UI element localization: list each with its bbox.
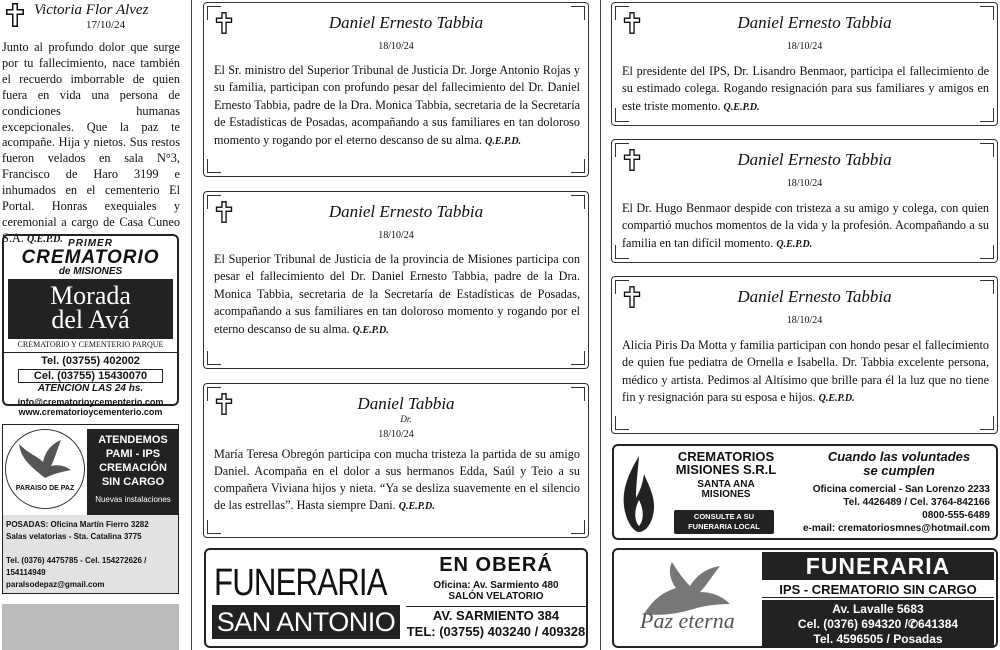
ad-contact: [762, 600, 994, 646]
ad-salon: SALÓN VELATORIO: [448, 591, 544, 602]
notice-text: Junto al profundo dolor que surge por tu fallecimiento, nace también el recuerdo imborrable de quien fuera en vida una persona de condiciones humanas excepcionales. Que la paz te acompañe. Hija y nietos. Sus restos fueron velados en sala N°3, Francisco de Haro 3199 e inhumados en el cementerio El Portal. Honras exequiales y ceremonial a cargo de Casa Cuneo S.A.: [2, 40, 180, 245]
ad-phone: Tel. (03755) 402002: [4, 352, 177, 367]
placeholder-box: [2, 604, 179, 650]
dove-icon: [15, 438, 75, 482]
qepd: Q.E.P.D.: [398, 501, 435, 513]
ad-email: paralsodepaz@gmail.com: [6, 580, 105, 589]
notice-body: [214, 446, 580, 515]
notice-body: [622, 200, 989, 253]
logo: [5, 429, 85, 509]
ad-office: Oficina comercial - San Lorenzo 2233: [812, 484, 990, 495]
deceased-name: Victoria Flor Alvez: [34, 2, 149, 18]
ad-hours: ATENCIÓN LAS 24 hs.: [37, 383, 144, 394]
consult-badge: CONSULTE A SU FUNERARIA LOCAL: [674, 510, 774, 534]
ad-title-line: CREMATORIOS: [677, 449, 775, 464]
notice-header: [0, 0, 182, 36]
ad-phone: Tel. 4596505 / Posadas: [813, 632, 943, 646]
notice-card: [203, 383, 589, 538]
column-divider: [600, 0, 601, 650]
notice-date: 18/10/24: [786, 41, 823, 52]
ad-contact: [3, 515, 178, 593]
notice-body: [622, 337, 989, 408]
deceased-name: Daniel Tabbia: [357, 394, 455, 413]
notice-date: 18/10/24: [378, 230, 414, 241]
notice-body: [214, 62, 580, 150]
cross-icon: [214, 11, 234, 35]
ad-brand-line: del Avá: [51, 305, 130, 334]
notice-card: [611, 2, 998, 126]
deceased-name: Daniel Ernesto Tabbia: [737, 150, 892, 169]
qepd: Q.E.P.D.: [818, 393, 855, 405]
ad-brand-line: Morada: [50, 281, 131, 310]
notice-date: 18/10/24: [786, 315, 823, 326]
ad-line: SIN CARGO: [101, 476, 165, 488]
deceased-name: Daniel Ernesto Tabbia: [328, 202, 484, 221]
notice-text: El Sr. ministro del Superior Tribunal de Justicia Dr. Jorge Antonio Rojas y su familia, participan con profundo pesar del fallecimiento del Dr. Daniel Ernesto Tabbia, padre de la Dra. Monica Tabbia, secretaria de la Secretaría de Estadísticas de Posadas, acompañando a sus familiares en tan doloroso momento y rogando por el eterno descanso de su alma.: [214, 63, 580, 147]
cross-icon: [214, 200, 234, 224]
qepd: Q.E.P.D.: [776, 238, 813, 250]
ad-title: FUNERARIA: [214, 562, 387, 604]
notice-text: María Teresa Obregón participa con mucha tristeza la partida de su amigo Daniel. Acompaña en el dolor a sus hermanos Edda, Saúl y Teio a su compañera Viviana hijos y nieta. “Ya se desliza suavemente en el silencio de las estrellas”. Hasta siempre Dani.: [214, 447, 580, 513]
ad-office: Oficina: Av. Sarmiento 480: [433, 580, 559, 591]
ad-brand: SAN ANTONIO: [212, 605, 400, 639]
ad-address: Salas velatorias - Sta. Catalina 3775: [6, 532, 142, 541]
ad-brand-block: [8, 279, 173, 339]
ad-phone: Cel. (0376) 694320 /✆641384: [797, 617, 959, 631]
cross-icon: [622, 285, 642, 309]
notice-card: [611, 139, 998, 263]
notice-text: El Dr. Hugo Benmaor despide con tristeza a su amigo y colega, con quien compartió muchos momentos de la vida y la profesión. Acompañando a su familia en tan difícil momento.: [622, 201, 989, 250]
ad-funeraria-paz-eterna[interactable]: [612, 548, 998, 648]
qepd: Q.E.P.D.: [723, 101, 760, 113]
ad-location-line: SANTA ANA: [697, 479, 755, 490]
notice-date: 18/10/24: [786, 178, 823, 189]
ad-line: PAMI - IPS: [105, 448, 161, 460]
ad-phone: Tel. 4426489 / Cel. 3764-842166: [843, 497, 990, 508]
ad-crematorios-misiones[interactable]: [612, 444, 998, 540]
ad-city: EN OBERÁ: [439, 554, 553, 576]
ad-paraiso-de-paz[interactable]: [2, 424, 179, 594]
notice-text: Alicia Piris Da Motta y familia participan con hondo pesar el fallecimiento de quien fue pediatra de Ornella e Isabella. Dr. Tabbia excelente persona, médico y artista. Pedimos al Altísimo que brille para él la luz que no tiene fin y resignación para su esposa e hijos.: [622, 338, 989, 405]
ad-email: info@crematorioycementerio.com: [17, 397, 164, 407]
ad-address: Av. Lavalle 5683: [832, 602, 924, 616]
ad-line: CREMACIÓN: [99, 462, 167, 474]
ad-title: [660, 450, 792, 476]
ad-location-line: MISIONES: [701, 489, 751, 500]
ad-subtitle: de MISIONES: [58, 266, 123, 277]
ad-website: www.crematorioycementerio.com: [18, 407, 163, 417]
ad-phone: Tel. (0376) 4475785 - Cel. 154272626 / 154114949: [6, 556, 147, 577]
deceased-name: Daniel Ernesto Tabbia: [737, 287, 892, 306]
qepd: Q.E.P.D.: [485, 135, 522, 147]
ad-tagline: CREMATORIO Y CEMENTERIO PARQUE: [17, 340, 164, 349]
ad-subtitle: IPS - CREMATORIO SIN CARGO: [762, 582, 994, 598]
deceased-name: Daniel Ernesto Tabbia: [737, 13, 892, 32]
ad-slogan: [802, 450, 996, 478]
ad-email: e-mail: crematoriosmnes@hotmail.com: [802, 523, 990, 534]
cross-icon: [214, 392, 234, 416]
column-divider: [191, 0, 192, 650]
ad-brand: Paz eterna: [640, 608, 735, 633]
ad-phone: 0800-555-6489: [922, 510, 990, 521]
notice-body: [214, 251, 580, 339]
ad-slogan-line: Cuando las voluntades: [827, 449, 971, 464]
notice-date: 18/10/24: [378, 429, 414, 440]
ad-address: AV. SARMIENTO 384: [406, 606, 586, 623]
ad-morada-del-ava[interactable]: [2, 234, 179, 417]
ad-line: Nuevas instalaciones: [95, 495, 171, 504]
ad-title-line: MISIONES S.R.L: [675, 462, 777, 477]
notice-body: [0, 36, 182, 248]
cross-icon: [622, 11, 642, 35]
ad-funeraria-san-antonio[interactable]: [204, 548, 588, 648]
ad-slogan-line: se cumplen: [863, 463, 935, 478]
notice-card: [611, 276, 998, 434]
notice-date: 17/10/24: [86, 19, 126, 31]
ad-line: ATENDEMOS: [98, 434, 168, 446]
notice-card: [203, 191, 589, 369]
cross-icon: [622, 148, 642, 172]
notice-text: El presidente del IPS, Dr. Lisandro Benmaor, participa el fallecimiento de su estimado colega. Rogando resignación para sus familiares y amigos en este triste momento.: [622, 64, 989, 113]
ad-kicker: PRIMER: [68, 238, 113, 249]
notice-date: 18/10/24: [378, 41, 414, 52]
ad-location: [670, 480, 782, 500]
ad-address: POSADAS: Oficina Martín Fierro 3282: [6, 520, 149, 529]
left-column: [0, 0, 182, 650]
ad-title: FUNERARIA: [762, 552, 994, 580]
notice-card: [203, 2, 589, 177]
deceased-title: Dr.: [400, 414, 412, 424]
notice-text: El Superior Tribunal de Justicia de la provincia de Misiones participa con pesar el fallecimiento del Dr. Daniel Ernesto Tabbia, padre de la Dra. Monica Tabbia, secretaria de la Secretaría de Estadísticas de Posadas, acompañando a sus familiares en tan doloroso momento y rogando por el eterno descanso de su alma.: [214, 252, 580, 336]
logo-text: PARAISO DE PAZ: [15, 485, 75, 492]
qepd: Q.E.P.D.: [352, 324, 389, 336]
ad-services-box: [87, 429, 179, 515]
ad-title: CREMATORIO: [21, 247, 160, 268]
ad-cell: Cel. (03755) 15430070: [18, 369, 163, 383]
qepd: Q.E.P.D.: [26, 233, 63, 245]
ad-phone: TEL: (03755) 403240 / 409328: [406, 624, 586, 639]
ad-office-block: [406, 580, 586, 602]
deceased-name: Daniel Ernesto Tabbia: [328, 13, 484, 32]
notice-body: [622, 63, 989, 116]
flame-icon: [620, 454, 658, 534]
cross-icon: [4, 2, 26, 28]
